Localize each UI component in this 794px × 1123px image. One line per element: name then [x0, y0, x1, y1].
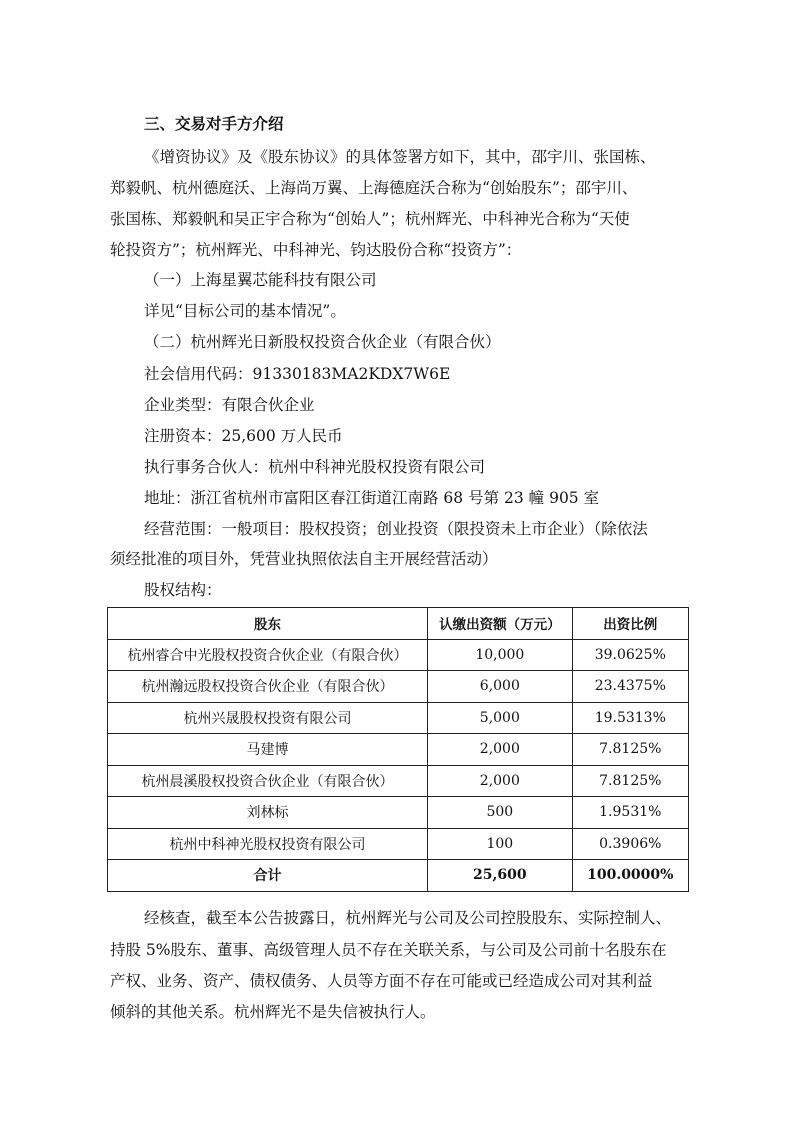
header-subscribed-capital: 认缴出资额（万元）	[428, 608, 572, 640]
conclusion-line-3: 产权、业务、资产、债权债务、人员等方面不存在可能或已经造成公司对其利益	[110, 972, 653, 990]
party2-title: （二）杭州辉光日新股权投资合伙企业（有限合伙）	[144, 333, 501, 351]
credit-code: 社会信用代码：91330183MA2KDX7W6E	[144, 365, 451, 383]
table-row	[108, 797, 689, 829]
total-label: 合计	[108, 860, 428, 892]
equity-structure-table	[107, 607, 689, 892]
cell-ratio: 7.8125%	[572, 765, 688, 797]
cell-shareholder: 马建博	[108, 734, 428, 766]
intro-line-4: 轮投资方”；杭州辉光、中科神光、钧达股份合称“投资方”：	[110, 241, 522, 259]
cell-capital: 2,000	[428, 734, 572, 766]
cell-ratio: 7.8125%	[572, 734, 688, 766]
registered-capital: 注册资本：25,600 万人民币	[144, 427, 343, 445]
table-header-row	[108, 608, 689, 640]
cell-shareholder: 杭州瀚远股权投资合伙企业（有限合伙）	[108, 671, 428, 703]
cell-ratio: 39.0625%	[572, 639, 688, 671]
table-row	[108, 702, 689, 734]
cell-capital: 100	[428, 828, 572, 860]
cell-ratio: 19.5313%	[572, 702, 688, 734]
cell-shareholder: 刘林标	[108, 797, 428, 829]
managing-partner: 执行事务合伙人：杭州中科神光股权投资有限公司	[144, 458, 486, 476]
cell-capital: 500	[428, 797, 572, 829]
cell-ratio: 1.9531%	[572, 797, 688, 829]
intro-line-2: 郑毅帆、杭州德庭沃、上海尚万翼、上海德庭沃合称为“创始股东”；邵宇川、	[110, 179, 638, 197]
party1-detail: 详见“目标公司的基本情况”。	[144, 302, 346, 320]
table-total-row	[108, 860, 689, 892]
table-row	[108, 765, 689, 797]
cell-capital: 5,000	[428, 702, 572, 734]
intro-line-3: 张国栋、郑毅帆和吴正宇合称为“创始人”；杭州辉光、中科神光合称为“天使	[110, 210, 630, 228]
table-row	[108, 828, 689, 860]
table-row	[108, 639, 689, 671]
conclusion-line-1: 经核查，截至本公告披露日，杭州辉光与公司及公司控股股东、实际控制人、	[144, 909, 672, 927]
total-capital: 25,600	[428, 860, 572, 892]
business-scope-line-2: 须经批准的项目外，凭营业执照依法自主开展经营活动）	[110, 550, 498, 568]
table-row	[108, 671, 689, 703]
conclusion-line-2: 持股 5%股东、董事、高级管理人员不存在关联关系，与公司及公司前十名股东在	[110, 941, 667, 959]
equity-label: 股权结构：	[144, 581, 222, 599]
cell-ratio: 23.4375%	[572, 671, 688, 703]
table-row	[108, 734, 689, 766]
conclusion-line-4: 倾斜的其他关系。杭州辉光不是失信被执行人。	[110, 1003, 436, 1021]
cell-capital: 2,000	[428, 765, 572, 797]
cell-capital: 6,000	[428, 671, 572, 703]
party1-title: （一）上海星翼芯能科技有限公司	[144, 271, 377, 289]
cell-shareholder: 杭州兴晟股权投资有限公司	[108, 702, 428, 734]
cell-capital: 10,000	[428, 639, 572, 671]
total-ratio: 100.0000%	[572, 860, 688, 892]
business-scope-line-1: 经营范围：一般项目：股权投资；创业投资（限投资未上市企业）（除依法	[144, 520, 648, 538]
enterprise-type: 企业类型：有限合伙企业	[144, 396, 315, 414]
cell-shareholder: 杭州中科神光股权投资有限公司	[108, 828, 428, 860]
cell-shareholder: 杭州睿合中光股权投资合伙企业（有限合伙）	[108, 639, 428, 671]
header-ratio: 出资比例	[572, 608, 688, 640]
address: 地址：浙江省杭州市富阳区春江街道江南路 68 号第 23 幢 905 室	[144, 489, 600, 507]
cell-shareholder: 杭州晨溪股权投资合伙企业（有限合伙）	[108, 765, 428, 797]
intro-line-1: 《增资协议》及《股东协议》的具体签署方如下，其中，邵宇川、张国栋、	[144, 148, 656, 166]
header-shareholder: 股东	[108, 608, 428, 640]
section-title: 三、交易对手方介绍	[144, 115, 284, 133]
cell-ratio: 0.3906%	[572, 828, 688, 860]
